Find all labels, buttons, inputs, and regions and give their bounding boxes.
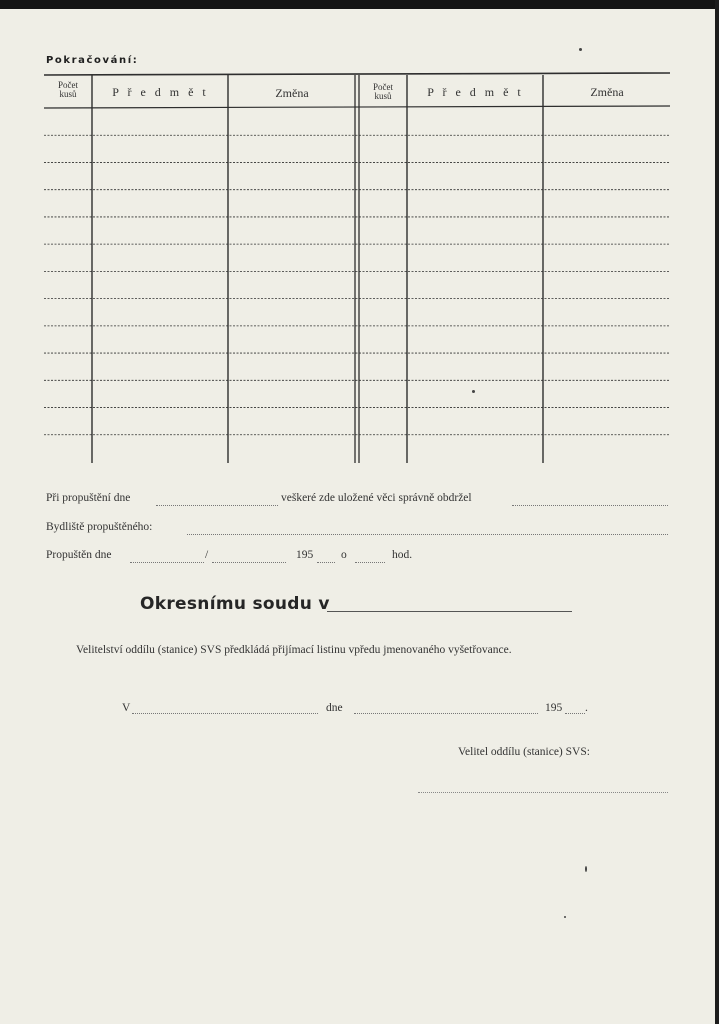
place-label: V (122, 702, 131, 714)
belongings-received-label: veškeré zde uložené věci správně obdržel (281, 492, 472, 504)
signature-date-field[interactable] (354, 713, 538, 714)
date-slash: / (205, 549, 209, 561)
signature-year-suffix: . (585, 702, 588, 714)
table-top-rule (44, 73, 670, 75)
header-count-left (44, 81, 92, 99)
court-location-field[interactable] (327, 611, 572, 612)
place-field[interactable] (132, 713, 318, 714)
scan-top-edge (0, 0, 719, 9)
inventory-table (44, 70, 670, 466)
released-year-field[interactable] (317, 562, 335, 563)
header-item-right: P ř e d m ě t (427, 85, 524, 99)
header-count-right (359, 83, 407, 101)
released-year-prefix: 195 (296, 549, 314, 561)
signature-year-prefix: 195 (545, 702, 563, 714)
court-title: Okresnímu soudu v (140, 594, 330, 614)
header-count-line2: kusů (374, 91, 392, 101)
released-on-label: Propuštěn dne (46, 549, 112, 561)
release-date-field[interactable] (156, 505, 278, 506)
header-change-right: Změna (590, 85, 624, 99)
released-month-field[interactable] (212, 562, 286, 563)
header-count-line1: Počet (58, 80, 78, 90)
released-hour-field[interactable] (355, 562, 385, 563)
belongings-signature-field[interactable] (512, 505, 668, 506)
header-count-line2: kusů (59, 89, 77, 99)
commander-signature-field[interactable] (418, 792, 668, 793)
release-date-label: Při propuštění dne (46, 492, 131, 504)
released-time-o: o (341, 549, 347, 561)
paper-speck (585, 866, 587, 872)
table-header-rule (44, 106, 670, 108)
commander-label: Velitel oddílu (stanice) SVS: (458, 746, 590, 758)
released-hour-label: hod. (392, 549, 413, 561)
table-grid-lines (44, 70, 670, 466)
signature-date-label: dne (326, 702, 343, 714)
residence-label: Bydliště propuštěného: (46, 521, 153, 533)
released-day-field[interactable] (130, 562, 204, 563)
header-item-left: P ř e d m ě t (112, 85, 209, 99)
header-change-left: Změna (275, 86, 309, 100)
signature-year-field[interactable] (565, 713, 585, 714)
paper-speck (579, 48, 582, 51)
paper-speck (472, 390, 475, 393)
paper-speck (564, 916, 566, 918)
submission-statement: Velitelství oddílu (stanice) SVS předkládá přijímací listinu vpředu jmenovaného vyšetřovance. (76, 644, 512, 656)
residence-field[interactable] (187, 534, 668, 535)
continuation-heading: Pokračování: (46, 55, 139, 66)
header-count-line1: Počet (373, 82, 393, 92)
scan-right-edge (715, 0, 719, 1024)
